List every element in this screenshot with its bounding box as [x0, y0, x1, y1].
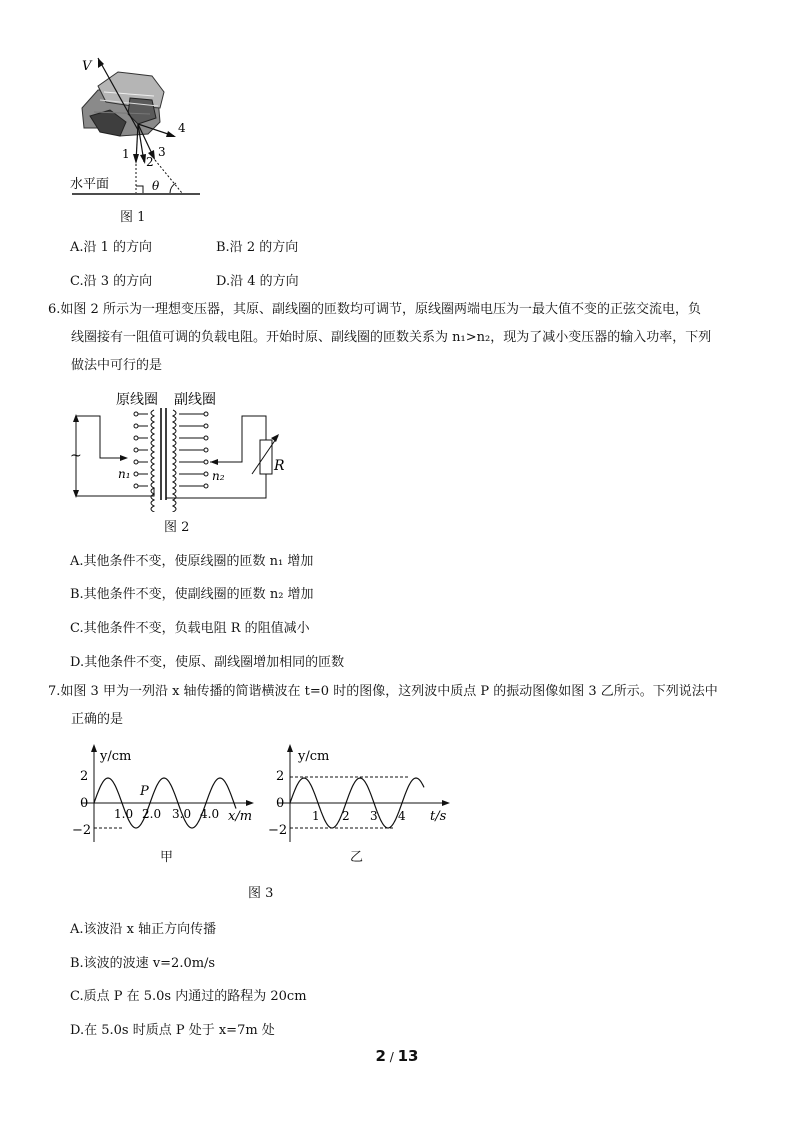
- question-6-stem: [48, 296, 748, 380]
- velocity-label: V: [82, 59, 92, 74]
- fig3a-ytick-0: 0: [80, 796, 89, 811]
- q7-option-a: A.该波沿 x 轴正方向传播: [70, 922, 217, 937]
- arrow-label-3: 3: [158, 145, 166, 159]
- q7-option-b: B.该波的波速 v=2.0m/s: [70, 956, 216, 971]
- page-separator: /: [385, 1050, 398, 1064]
- figure-2-transformer: [66, 388, 286, 512]
- arrow-label-1: 1: [122, 147, 130, 161]
- n2-label: n₂: [212, 469, 225, 483]
- resistor-label: R: [274, 458, 285, 474]
- q6-option-d: D.其他条件不变，使原、副线圈增加相同的匝数: [70, 655, 345, 670]
- fig3b-xtick-2: 2: [342, 809, 350, 823]
- fig3b-ytick-neg2: −2: [268, 823, 288, 838]
- q5-option-b: B.沿 2 的方向: [216, 240, 299, 255]
- q7-option-d: D.在 5.0s 时质点 P 处于 x=7m 处: [70, 1023, 275, 1038]
- ground-label: 水平面: [70, 177, 110, 192]
- fig3b-xlabel: t/s: [430, 809, 447, 824]
- fig3a-xtick-2: 2.0: [142, 807, 162, 821]
- fig3a-xtick-3: 3.0: [172, 807, 192, 821]
- fig3a-xtick-4: 4.0: [200, 807, 220, 821]
- angle-label: θ: [152, 179, 160, 193]
- q5-option-d: D.沿 4 的方向: [216, 274, 299, 289]
- fig3b-xtick-4: 4: [398, 809, 406, 823]
- fig3b-xtick-3: 3: [370, 809, 378, 823]
- fig3b-xtick-1: 1: [312, 809, 320, 823]
- figure-1-caption: 图 1: [120, 210, 146, 225]
- question-7-stem: [48, 678, 748, 734]
- q6-line-3: 做法中可行的是: [71, 358, 163, 373]
- q6-line-1: 6.如图 2 所示为一理想变压器，其原、副线圈的匝数均可调节，原线圈两端电压为一最大值不变的正弦交流电，负: [48, 302, 701, 317]
- figure-3-caption: 图 3: [248, 886, 274, 901]
- q6-option-c: C.其他条件不变，负载电阻 R 的阻值减小: [70, 621, 310, 636]
- secondary-coil-label: 副线圈: [174, 392, 216, 408]
- ac-source-symbol: ~: [70, 448, 82, 464]
- page-total: 13: [397, 1047, 419, 1065]
- arrow-label-2: 2: [146, 155, 154, 169]
- page-current: 2: [375, 1047, 386, 1065]
- q7-line-1: 7.如图 3 甲为一列沿 x 轴传播的简谐横波在 t=0 时的图像，这列波中质点 P 的振动图像如图 3 乙所示。下列说法中: [48, 684, 718, 699]
- page-number: [0, 1047, 794, 1065]
- n1-label: n₁: [118, 467, 131, 481]
- figure-3b-caption: 乙: [350, 850, 364, 865]
- fig3a-ylabel: y/cm: [100, 749, 132, 764]
- fig3b-ylabel: y/cm: [298, 749, 330, 764]
- figure-3a-caption: 甲: [160, 850, 174, 865]
- fig3a-xtick-1: 1.0: [114, 807, 134, 821]
- fig3b-ytick-2: 2: [276, 769, 285, 784]
- q5-option-a: A.沿 1 的方向: [70, 240, 153, 255]
- q7-line-2: 正确的是: [71, 712, 124, 727]
- q7-option-c: C.质点 P 在 5.0s 内通过的路程为 20cm: [70, 989, 307, 1004]
- fig3a-ytick-2: 2: [80, 769, 89, 784]
- figure-1: [60, 50, 220, 200]
- q5-option-c: C.沿 3 的方向: [70, 274, 153, 289]
- primary-coil-label: 原线圈: [116, 392, 158, 408]
- q6-option-b: B.其他条件不变，使副线圈的匝数 n₂ 增加: [70, 587, 314, 602]
- fig3a-point-p-label: P: [140, 784, 149, 799]
- q6-line-2: 线圈接有一阻值可调的负载电阻。开始时原、副线圈的匝数关系为 n₁>n₂，现为了减小变压器的输入功率，下列: [71, 330, 712, 345]
- arrow-label-4: 4: [178, 121, 186, 135]
- fig3b-ytick-0: 0: [276, 796, 285, 811]
- figure-2-caption: 图 2: [164, 520, 190, 535]
- fig3a-xlabel: x/m: [228, 809, 253, 824]
- fig3a-ytick-neg2: −2: [72, 823, 92, 838]
- q6-option-a: A.其他条件不变，使原线圈的匝数 n₁ 增加: [70, 554, 314, 569]
